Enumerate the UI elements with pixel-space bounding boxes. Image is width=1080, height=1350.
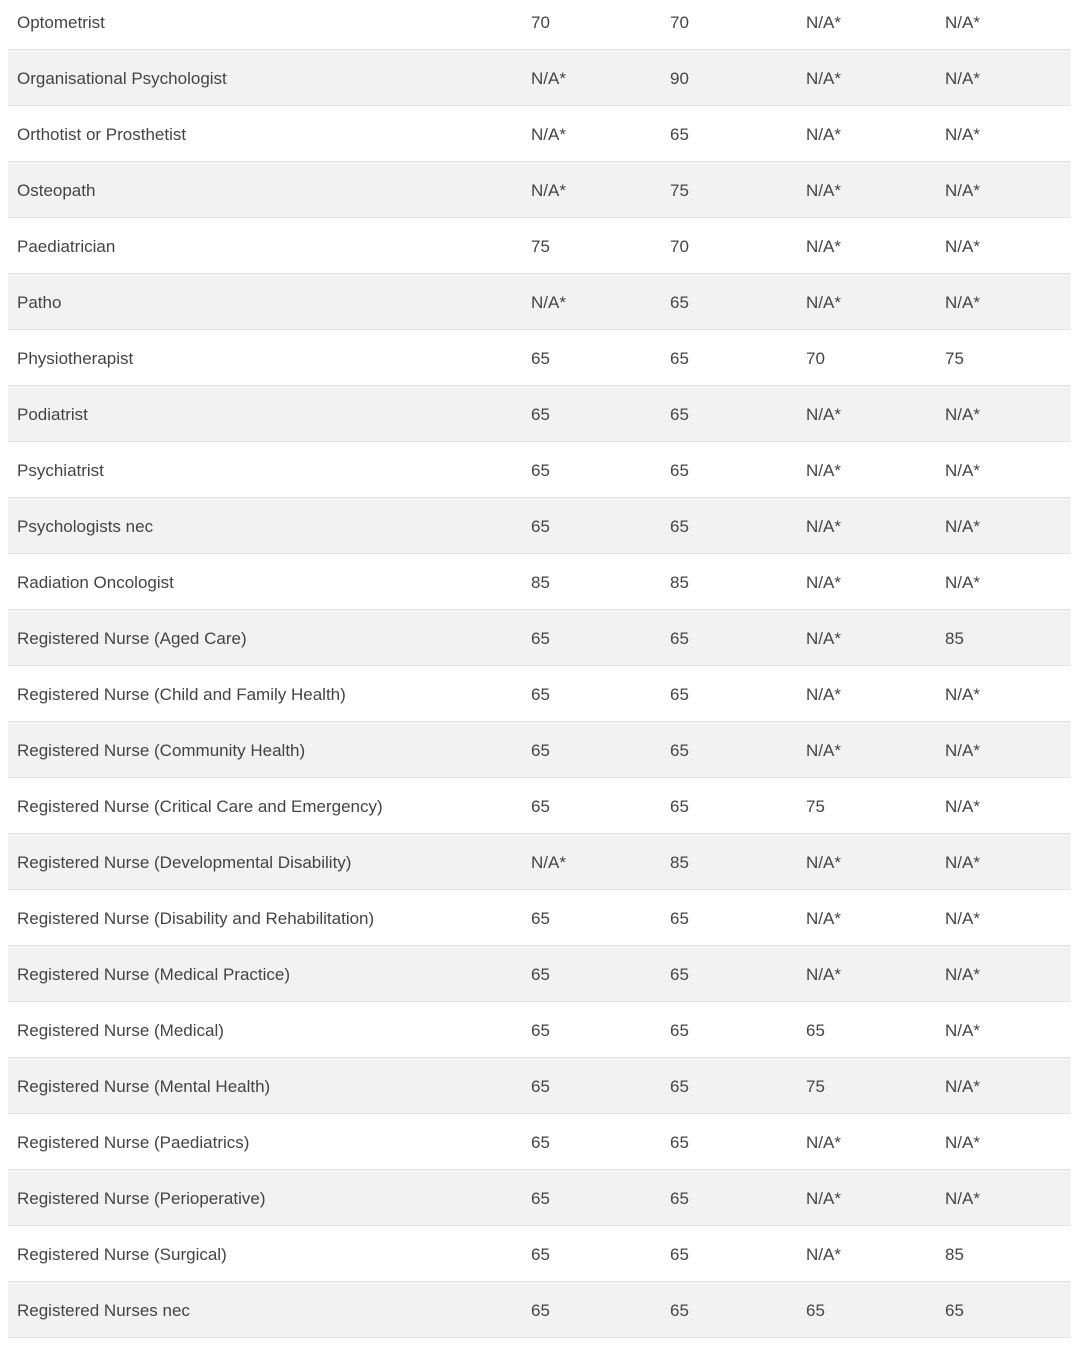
- score-cell-1: 65: [531, 1189, 550, 1208]
- occupation-name-cell: Registered Nurse (Developmental Disability): [17, 853, 352, 872]
- score-cell-1: 65: [531, 629, 550, 648]
- score-cell-4: N/A*: [945, 293, 980, 312]
- score-cell-2: 65: [670, 797, 689, 816]
- score-cell-3: N/A*: [806, 461, 841, 480]
- score-cell-4: N/A*: [945, 965, 980, 984]
- score-cell-4: N/A*: [945, 237, 980, 256]
- table-row: [8, 442, 1071, 498]
- score-cell-1: 65: [531, 1245, 550, 1264]
- score-cell-4: N/A*: [945, 685, 980, 704]
- occupation-name-cell: Registered Nurse (Child and Family Health): [17, 685, 346, 704]
- score-cell-3: N/A*: [806, 909, 841, 928]
- score-cell-4: N/A*: [945, 853, 980, 872]
- score-cell-1: 70: [531, 13, 550, 32]
- table-row: [8, 610, 1071, 666]
- score-cell-4: N/A*: [945, 13, 980, 32]
- occupation-name-cell: Psychiatrist: [17, 461, 104, 480]
- table-row: [8, 50, 1071, 106]
- occupation-name-cell: Registered Nurse (Aged Care): [17, 629, 247, 648]
- score-cell-1: 85: [531, 573, 550, 592]
- score-cell-4: N/A*: [945, 909, 980, 928]
- table-row: [8, 1226, 1071, 1282]
- score-cell-2: 65: [670, 293, 689, 312]
- table-row: [8, 890, 1071, 946]
- score-cell-3: N/A*: [806, 853, 841, 872]
- score-cell-4: N/A*: [945, 405, 980, 424]
- table-row: [8, 666, 1071, 722]
- score-cell-1: 65: [531, 405, 550, 424]
- score-cell-4: N/A*: [945, 573, 980, 592]
- table-row: [8, 106, 1071, 162]
- score-cell-4: 65: [945, 1301, 964, 1320]
- occupation-name-cell: Registered Nurse (Mental Health): [17, 1077, 271, 1096]
- score-cell-2: 85: [670, 853, 689, 872]
- occupation-name-cell: Registered Nurse (Surgical): [17, 1245, 227, 1264]
- score-cell-1: 65: [531, 349, 550, 368]
- score-cell-2: 75: [670, 181, 689, 200]
- score-cell-4: N/A*: [945, 1189, 980, 1208]
- table-row: [8, 498, 1071, 554]
- score-cell-2: 65: [670, 517, 689, 536]
- table-row: [8, 778, 1071, 834]
- score-cell-1: 65: [531, 1133, 550, 1152]
- score-cell-2: 65: [670, 965, 689, 984]
- score-cell-3: 75: [806, 797, 825, 816]
- score-cell-3: N/A*: [806, 13, 841, 32]
- occupation-name-cell: Podiatrist: [17, 405, 88, 424]
- score-cell-2: 65: [670, 461, 689, 480]
- score-cell-3: 65: [806, 1301, 825, 1320]
- score-cell-2: 65: [670, 1245, 689, 1264]
- score-cell-1: 65: [531, 685, 550, 704]
- table-row: [8, 274, 1071, 330]
- occupation-name-cell: Registered Nurses nec: [17, 1301, 190, 1320]
- score-cell-1: 65: [531, 461, 550, 480]
- score-cell-4: N/A*: [945, 1133, 980, 1152]
- occupation-name-cell: Registered Nurse (Medical): [17, 1021, 224, 1040]
- score-cell-4: N/A*: [945, 797, 980, 816]
- occupation-name-cell: Registered Nurse (Community Health): [17, 741, 306, 760]
- score-cell-2: 65: [670, 629, 689, 648]
- table-row: [8, 834, 1071, 890]
- score-cell-1: 65: [531, 1301, 550, 1320]
- score-cell-1: N/A*: [531, 181, 566, 200]
- score-cell-2: 65: [670, 405, 689, 424]
- score-cell-1: 65: [531, 517, 550, 536]
- score-cell-1: 65: [531, 1077, 550, 1096]
- score-cell-4: N/A*: [945, 1077, 980, 1096]
- score-cell-3: N/A*: [806, 1133, 841, 1152]
- score-cell-2: 85: [670, 573, 689, 592]
- score-cell-1: N/A*: [531, 69, 566, 88]
- score-cell-4: N/A*: [945, 741, 980, 760]
- score-cell-4: N/A*: [945, 517, 980, 536]
- occupation-name-cell: Osteopath: [17, 181, 96, 200]
- occupation-name-cell: Registered Nurse (Disability and Rehabilitation): [17, 909, 375, 928]
- occupation-name-cell: Paediatrician: [17, 237, 116, 256]
- score-cell-1: N/A*: [531, 293, 566, 312]
- occupation-name-cell: Organisational Psychologist: [17, 69, 227, 88]
- occupation-name-cell: Radiation Oncologist: [17, 573, 174, 592]
- score-cell-4: 75: [945, 349, 964, 368]
- score-cell-3: 75: [806, 1077, 825, 1096]
- score-cell-2: 90: [670, 69, 689, 88]
- table-row: [8, 0, 1071, 50]
- score-cell-3: N/A*: [806, 181, 841, 200]
- score-cell-1: 65: [531, 1021, 550, 1040]
- score-cell-4: N/A*: [945, 461, 980, 480]
- score-cell-2: 65: [670, 741, 689, 760]
- occupation-name-cell: Orthotist or Prosthetist: [17, 125, 187, 144]
- score-cell-1: 75: [531, 237, 550, 256]
- score-cell-2: 70: [670, 13, 689, 32]
- score-cell-3: N/A*: [806, 741, 841, 760]
- score-cell-4: N/A*: [945, 125, 980, 144]
- score-cell-2: 65: [670, 125, 689, 144]
- score-cell-4: N/A*: [945, 1021, 980, 1040]
- occupation-name-cell: Registered Nurse (Medical Practice): [17, 965, 291, 984]
- score-cell-4: N/A*: [945, 181, 980, 200]
- score-cell-3: N/A*: [806, 405, 841, 424]
- score-cell-3: N/A*: [806, 293, 841, 312]
- score-cell-1: 65: [531, 909, 550, 928]
- score-cell-2: 65: [670, 1301, 689, 1320]
- score-cell-4: N/A*: [945, 69, 980, 88]
- score-cell-3: 70: [806, 349, 825, 368]
- occupation-score-table: [8, 0, 1071, 1338]
- score-cell-3: N/A*: [806, 125, 841, 144]
- table-row: [8, 1058, 1071, 1114]
- table-row: [8, 946, 1071, 1002]
- table-row: [8, 330, 1071, 386]
- score-cell-2: 65: [670, 685, 689, 704]
- score-cell-3: N/A*: [806, 237, 841, 256]
- score-cell-3: N/A*: [806, 1245, 841, 1264]
- score-cell-1: 65: [531, 965, 550, 984]
- table-row: [8, 722, 1071, 778]
- score-cell-3: N/A*: [806, 629, 841, 648]
- score-cell-3: N/A*: [806, 517, 841, 536]
- score-cell-2: 65: [670, 1189, 689, 1208]
- score-cell-1: 65: [531, 797, 550, 816]
- score-cell-4: 85: [945, 1245, 964, 1264]
- occupation-name-cell: Registered Nurse (Perioperative): [17, 1189, 266, 1208]
- table-row: [8, 1114, 1071, 1170]
- score-cell-1: N/A*: [531, 853, 566, 872]
- occupation-name-cell: Patho: [17, 293, 62, 312]
- score-cell-4: 85: [945, 629, 964, 648]
- table-row: [8, 386, 1071, 442]
- table-row: [8, 218, 1071, 274]
- score-cell-3: N/A*: [806, 965, 841, 984]
- occupation-name-cell: Psychologists nec: [17, 517, 154, 536]
- table-row: [8, 162, 1071, 218]
- score-cell-3: 65: [806, 1021, 825, 1040]
- score-cell-1: N/A*: [531, 125, 566, 144]
- score-cell-3: N/A*: [806, 685, 841, 704]
- score-cell-2: 70: [670, 237, 689, 256]
- score-cell-2: 65: [670, 1133, 689, 1152]
- occupation-name-cell: Registered Nurse (Paediatrics): [17, 1133, 250, 1152]
- table-row: [8, 554, 1071, 610]
- table-row: [8, 1282, 1071, 1338]
- score-cell-2: 65: [670, 1077, 689, 1096]
- score-cell-2: 65: [670, 1021, 689, 1040]
- occupation-name-cell: Registered Nurse (Critical Care and Emergency): [17, 797, 383, 816]
- score-cell-1: 65: [531, 741, 550, 760]
- score-cell-3: N/A*: [806, 1189, 841, 1208]
- occupation-name-cell: Physiotherapist: [17, 349, 134, 368]
- occupation-name-cell: Optometrist: [17, 13, 105, 32]
- table-row: [8, 1002, 1071, 1058]
- score-cell-2: 65: [670, 349, 689, 368]
- table-row: [8, 1170, 1071, 1226]
- score-cell-3: N/A*: [806, 69, 841, 88]
- score-cell-3: N/A*: [806, 573, 841, 592]
- score-cell-2: 65: [670, 909, 689, 928]
